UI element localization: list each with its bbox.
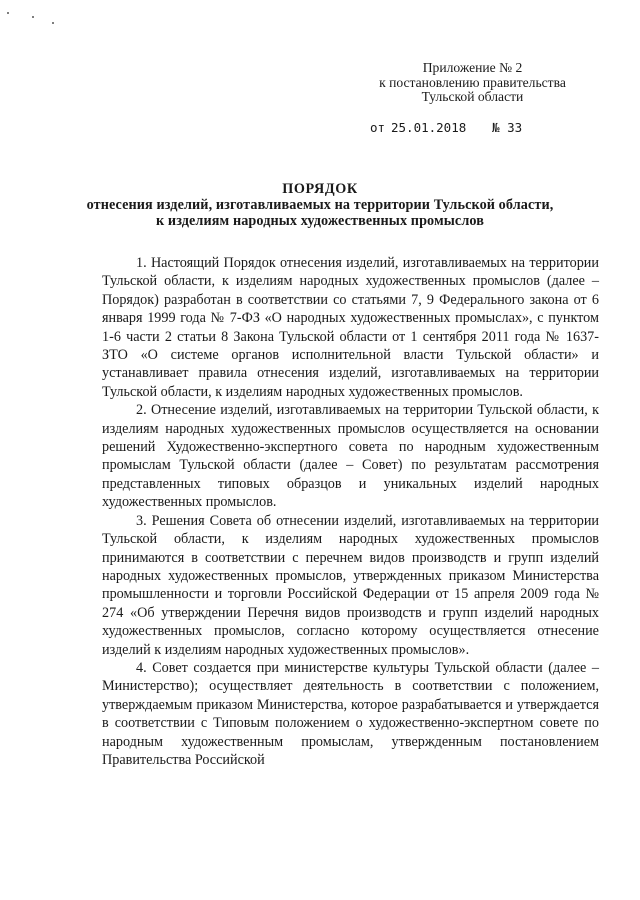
registration-number-label: № [492,120,500,135]
registration-number-value: 33 [507,120,523,135]
scan-speck [7,12,9,14]
scan-speck [32,16,34,18]
appendix-reference: к постановлению правительства [379,74,566,90]
appendix-header [365,61,580,105]
appendix-region: Тульской области [421,89,524,104]
paragraph-3: 3. Решения Совета об отнесении изделий, изготавливаемых на территории Тульской области, к изделиям народных художественных промыслов принимаются в соответствии с перечнем видов производств и групп изделий народных художественных промыслов, утвержденных приказом Министерства промышленности и торговли Российской Федерации от 15 апреля 2009 года № 274 «Об утверждении Перечня видов производств и групп изделий народных художественных промыслов, согласно которому осуществляется отнесение изделий к изделиям народных художественных промыслов». [102,512,599,658]
appendix-number: Приложение № 2 [422,60,523,75]
title-line-1: отнесения изделий, изготавливаемых на территории Тульской области, [86,197,554,214]
registration-number [492,120,522,135]
registration-line [370,120,600,135]
document-title [0,181,640,230]
registration-from-label: от [370,120,386,135]
paragraph-1: 1. Настоящий Порядок отнесения изделий, изготавливаемых на территории Тульской области, к изделиям народных художественных промыслов (далее – Порядок) разработан в соответствии со статьями 7, 9 Федерального закона от 6 января 1999 года № 7-ФЗ «О народных художественных промыслах», с пунктом 1-6 части 2 статьи 8 Закона Тульской области от 1 сентября 2011 года № 1637-ЗТО «О системе органов исполнительной власти Тульской области» и устанавливает правила отнесения изделий, изготавливаемых на территории Тульской области, к изделиям народных художественных промыслов. [102,255,599,400]
document-body [102,254,599,769]
title-line-2: к изделиям народных художественных промыслов [156,213,484,230]
registration-date: 25.01.2018 [391,120,467,135]
title-heading: ПОРЯДОК [282,181,358,197]
scan-speck [52,22,54,24]
paragraph-4: 4. Совет создается при министерстве культуры Тульской области (далее – Министерство); осуществляет деятельность в соответствии с положением, утверждаемым приказом Министерства, которое разрабатывается и утверждается в соответствии с Типовым положением о художественно-экспертном совете по народным художественным промыслам, утвержденным постановлением Правительства Российской [102,659,599,768]
paragraph-2: 2. Отнесение изделий, изготавливаемых на территории Тульской области, к изделиям народных художественных промыслов осуществляется на основании решений Художественно-экспертного совета по народным художественным промыслам Тульской области (далее – Совет) по результатам рассмотрения представленных типовых образцов и уникальных изделий народных художественных промыслов. [102,402,599,511]
